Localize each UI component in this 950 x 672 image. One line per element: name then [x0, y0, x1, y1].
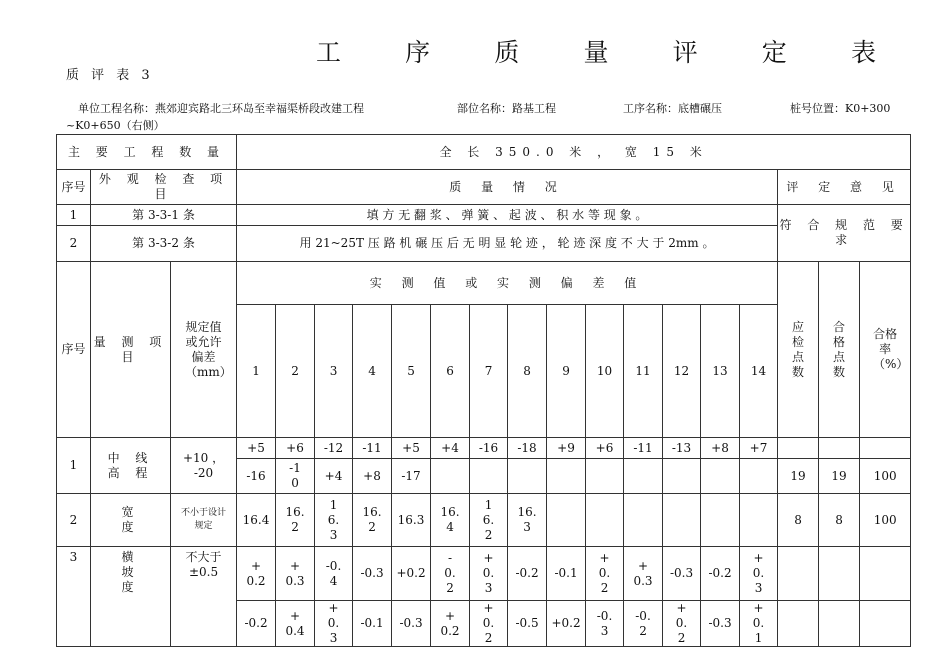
- appearance-item: 第 3-3-2 条: [91, 226, 237, 262]
- passed-empty: [819, 438, 860, 459]
- title-char: 表: [850, 38, 876, 67]
- measure-value: 16.2: [470, 494, 508, 547]
- measure-value: +9: [547, 438, 586, 459]
- measure-value: +7: [740, 438, 778, 459]
- measure-allow: +10 ， -20: [171, 438, 237, 494]
- rate-value: 100: [860, 494, 911, 547]
- measure-value: [701, 459, 740, 494]
- main-qty-value: 全 长 350.0 米 ， 宽 15 米: [237, 135, 911, 170]
- measured-header: 实 测 值 或 实 测 偏 差 值: [237, 262, 778, 305]
- part-name: 部位名称：路基工程: [457, 102, 556, 115]
- measure-no: 2: [57, 494, 91, 547]
- appearance-header-row: [57, 170, 911, 205]
- measure-value: +0.3: [624, 547, 663, 601]
- measure-value: [624, 459, 663, 494]
- measure-value: -10: [276, 459, 315, 494]
- allowance-header: 规定值或允许偏差（mm）: [171, 262, 237, 438]
- col-number: 6: [431, 305, 470, 438]
- col-number: 2: [276, 305, 315, 438]
- measure-value: -0.2: [624, 601, 663, 647]
- col-number: 5: [392, 305, 431, 438]
- col-number: 3: [315, 305, 353, 438]
- rate-header: 合格率（%）: [860, 262, 911, 438]
- measure-value: +4: [315, 459, 353, 494]
- seq-header: 序号: [57, 170, 91, 205]
- measure-value: +6: [276, 438, 315, 459]
- should-value: 19: [778, 459, 819, 494]
- passed-header: 合格点数: [819, 262, 860, 438]
- appearance-no: 1: [57, 205, 91, 226]
- rate-empty: [860, 438, 911, 459]
- should-empty: [778, 438, 819, 459]
- col-number: 10: [586, 305, 624, 438]
- measure-value: [663, 459, 701, 494]
- title-char: 量: [583, 38, 609, 67]
- title-char: 定: [761, 38, 787, 67]
- measure-value: -0.2: [237, 601, 276, 647]
- measure-value: +0.2: [663, 601, 701, 647]
- should-check-header: 应检点数: [778, 262, 819, 438]
- col-number: 7: [470, 305, 508, 438]
- measure-value: -0.3: [586, 601, 624, 647]
- measure-seq-header: 序号: [57, 262, 91, 438]
- measure-value: -0.3: [663, 547, 701, 601]
- measure-value: [431, 459, 470, 494]
- measure-value: 16.2: [353, 494, 392, 547]
- appearance-text: 用 21~25T 压 路 机 碾 压 后 无 明 显 轮 迹 ， 轮 迹 深 度 不 大 于 2mm 。: [237, 226, 778, 262]
- should-value: 8: [778, 494, 819, 547]
- measure-value: -17: [392, 459, 431, 494]
- measure-value: +0.2: [392, 547, 431, 601]
- opinion-header: 评 定 意 见: [778, 170, 911, 205]
- measure-value: -0.2: [508, 547, 547, 601]
- measure-value: -12: [315, 438, 353, 459]
- measure-value: +8: [701, 438, 740, 459]
- measure-value: +0.3: [470, 547, 508, 601]
- measure-header-row: [57, 262, 911, 305]
- measure-value: +0.2: [470, 601, 508, 647]
- appearance-item: 第 3-3-1 条: [91, 205, 237, 226]
- title-char: 质: [494, 38, 520, 67]
- measure-value: +0.3: [276, 547, 315, 601]
- measure-value: +4: [431, 438, 470, 459]
- title-char: 序: [405, 38, 431, 67]
- measure-value: 16.4: [237, 494, 276, 547]
- measure-value: +0.2: [431, 601, 470, 647]
- measure-value: -0.1: [547, 547, 586, 601]
- measure-value: +0.2: [237, 547, 276, 601]
- measure-value: +6: [586, 438, 624, 459]
- form-title: [316, 33, 876, 69]
- measure-item: 横 坡 度: [91, 547, 171, 647]
- appearance-no: 2: [57, 226, 91, 262]
- passed-empty: [819, 601, 860, 647]
- measure-value: [508, 459, 547, 494]
- measure-allow: 不大于±0.5: [171, 547, 237, 647]
- measure-value: -16: [470, 438, 508, 459]
- rate-empty: [860, 601, 911, 647]
- measure-value: -0.5: [508, 601, 547, 647]
- measure-value: +5: [237, 438, 276, 459]
- col-number: 4: [353, 305, 392, 438]
- measure-value: -11: [353, 438, 392, 459]
- measure-item: 宽 度: [91, 494, 171, 547]
- rate-value: 100: [860, 459, 911, 494]
- measure-value: +0.1: [740, 601, 778, 647]
- main-qty-row: [57, 135, 911, 170]
- col-number: 1: [237, 305, 276, 438]
- measure-no: 1: [57, 438, 91, 494]
- measure-value: -0.3: [392, 601, 431, 647]
- measure-value: -16: [237, 459, 276, 494]
- col-number: 9: [547, 305, 586, 438]
- measure-value: [586, 459, 624, 494]
- measure-value: -13: [663, 438, 701, 459]
- measure-value: 16.3: [508, 494, 547, 547]
- station-position-cont: ~K0+650（右侧）: [66, 119, 165, 132]
- measure-value: +0.3: [315, 601, 353, 647]
- measure-value: 16.2: [276, 494, 315, 547]
- passed-value: 8: [819, 494, 860, 547]
- measure-row: [57, 438, 911, 459]
- measure-value: +5: [392, 438, 431, 459]
- measure-value: -0.4: [315, 547, 353, 601]
- measure-value: [663, 494, 701, 547]
- opinion-value: 符 合 规 范 要 求: [778, 205, 911, 262]
- col-number: 11: [624, 305, 663, 438]
- passed-value: [819, 547, 860, 601]
- measure-value: 16.4: [431, 494, 470, 547]
- col-number: 14: [740, 305, 778, 438]
- measure-value: [470, 459, 508, 494]
- measure-allow: 不小于设计规定: [171, 494, 237, 547]
- measure-value: [740, 494, 778, 547]
- measure-item: 中 线 高 程: [91, 438, 171, 494]
- measure-value: [701, 494, 740, 547]
- measure-value: -11: [624, 438, 663, 459]
- title-char: 评: [672, 38, 698, 67]
- station-position: 桩号位置：K0+300: [790, 102, 891, 115]
- appearance-text: 填 方 无 翻 浆 、 弹 簧 、 起 波 、 积 水 等 现 象 。: [237, 205, 778, 226]
- process-name: 工序名称：底槽碾压: [623, 102, 722, 115]
- measure-value: [547, 459, 586, 494]
- should-empty: [778, 601, 819, 647]
- measure-value: -0.2: [701, 547, 740, 601]
- col-number: 8: [508, 305, 547, 438]
- measure-no: 3: [57, 547, 91, 647]
- measure-value: -0.2: [431, 547, 470, 601]
- measure-value: -18: [508, 438, 547, 459]
- measure-value: +0.3: [740, 547, 778, 601]
- measure-row: [57, 547, 911, 601]
- should-value: [778, 547, 819, 601]
- col-number: 13: [701, 305, 740, 438]
- measure-item-header: 量 测 项 目: [91, 262, 171, 438]
- title-char: 工: [316, 38, 342, 67]
- measure-value: +0.2: [586, 547, 624, 601]
- unit-name: 单位工程名称：燕郊迎宾路北三环岛至幸福渠桥段改建工程: [78, 102, 364, 115]
- appearance-header: 外 观 检 查 项 目: [91, 170, 237, 205]
- measure-value: [624, 494, 663, 547]
- measure-value: -0.1: [353, 601, 392, 647]
- measure-value: +0.4: [276, 601, 315, 647]
- rate-value: [860, 547, 911, 601]
- form-code: 质 评 表 3: [66, 68, 154, 83]
- passed-value: 19: [819, 459, 860, 494]
- measure-value: -0.3: [353, 547, 392, 601]
- main-qty-label: 主 要 工 程 数 量: [57, 135, 237, 170]
- appearance-row: [57, 205, 911, 226]
- measure-value: +8: [353, 459, 392, 494]
- measure-value: [586, 494, 624, 547]
- measure-value: +0.2: [547, 601, 586, 647]
- col-number: 12: [663, 305, 701, 438]
- quality-table: [56, 134, 911, 647]
- quality-header: 质 量 情 况: [237, 170, 778, 205]
- measure-value: 16.3: [392, 494, 431, 547]
- measure-row: [57, 494, 911, 547]
- measure-value: [547, 494, 586, 547]
- measure-value: [740, 459, 778, 494]
- measure-value: -0.3: [701, 601, 740, 647]
- measure-value: 16.3: [315, 494, 353, 547]
